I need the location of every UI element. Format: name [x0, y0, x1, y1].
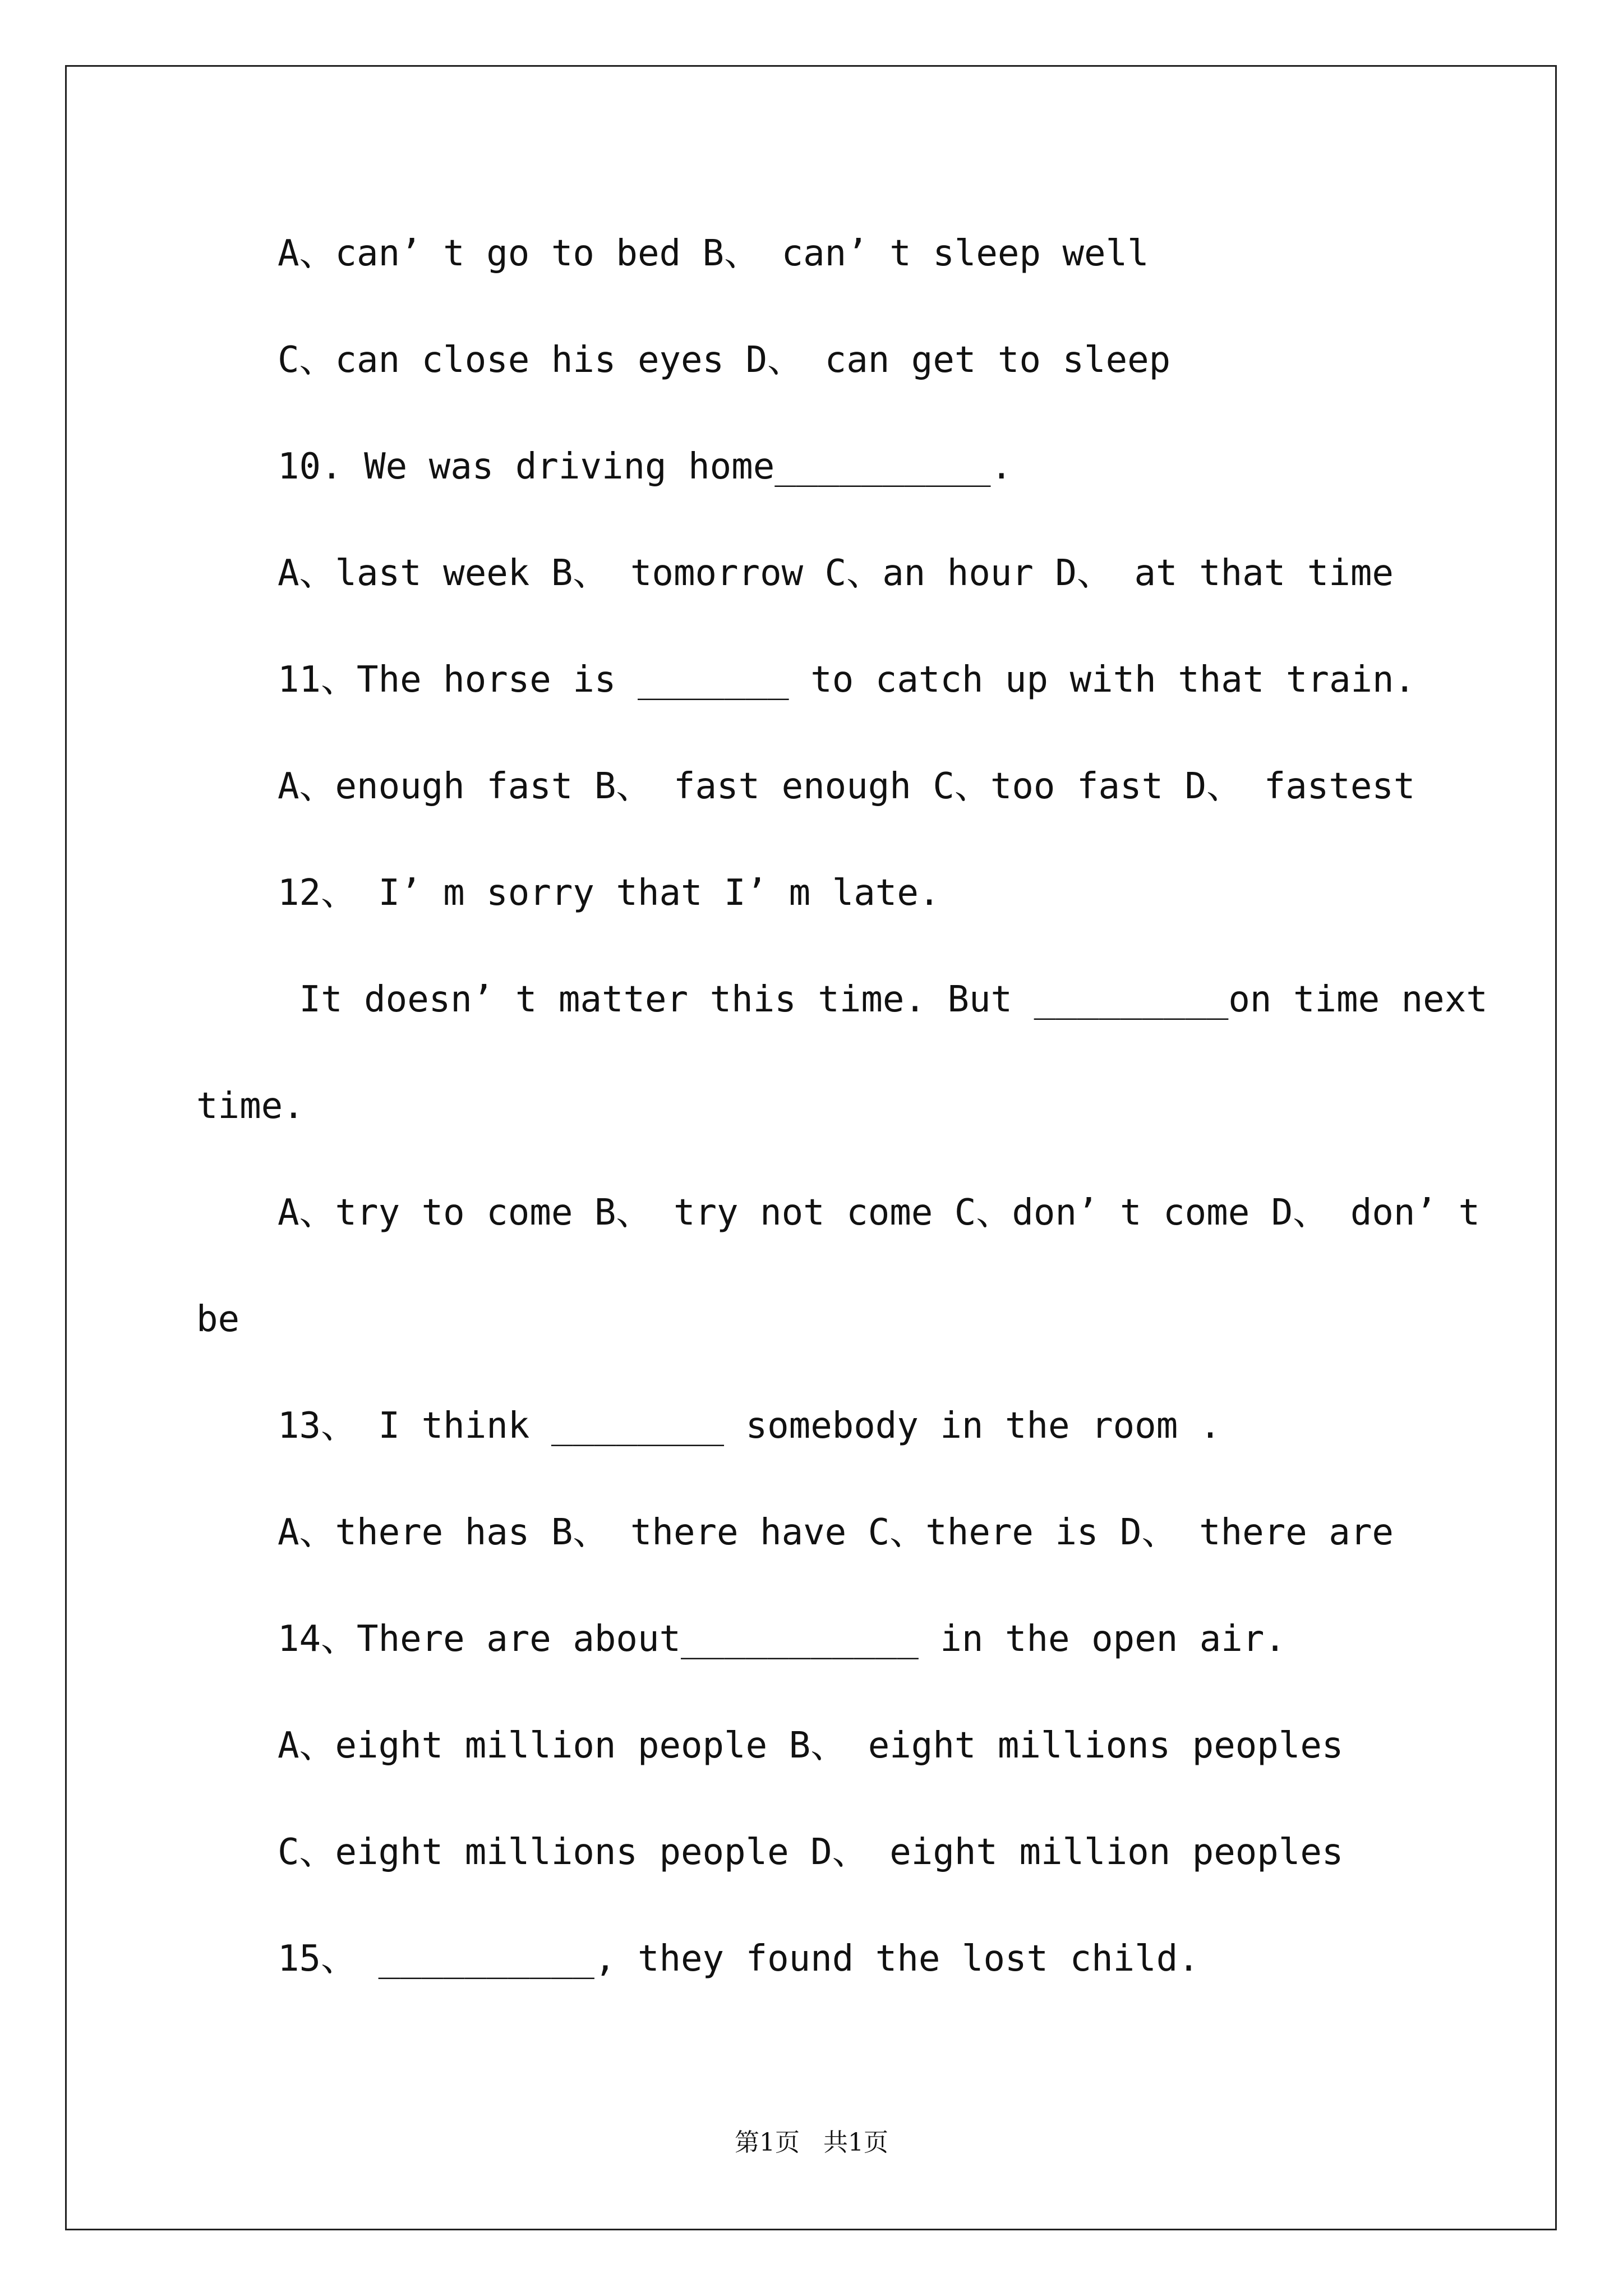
question-12-response-continued: time. [196, 1085, 305, 1127]
question-12-options-continued: be [196, 1299, 240, 1340]
question-15-stem: 15、 __________, they found the lost child. [278, 1938, 1200, 1980]
question-9-options-ab: A、can’ t go to bed B、 can’ t sleep well [278, 233, 1149, 274]
page-border [65, 65, 1557, 2230]
question-11-options: A、enough fast B、 fast enough C、too fast D、 fastest [278, 766, 1415, 807]
question-13-options: A、there has B、 there have C、there is D、 there are [278, 1512, 1394, 1553]
question-12-options: A、try to come B、 try not come C、don’ t come D、 don’ t [278, 1192, 1481, 1234]
question-12-response: It doesn’ t matter this time. But _________on time next [278, 979, 1488, 1020]
question-14-stem: 14、There are about___________ in the open air. [278, 1618, 1286, 1660]
page-number-footer: 第1页 共1页 [735, 2128, 888, 2157]
question-14-options-cd: C、eight millions people D、 eight million peoples [278, 1832, 1344, 1873]
question-10-stem: 10. We was driving home__________. [278, 446, 1013, 487]
question-9-options-cd: C、can close his eyes D、 can get to sleep [278, 339, 1171, 381]
question-13-stem: 13、 I think ________ somebody in the room . [278, 1405, 1221, 1447]
question-14-options-ab: A、eight million people B、 eight millions peoples [278, 1725, 1344, 1766]
question-12-stem: 12、 I’ m sorry that I’ m late. [278, 872, 940, 914]
question-11-stem: 11、The horse is _______ to catch up with that train. [278, 659, 1416, 701]
question-10-options: A、last week B、 tomorrow C、an hour D、 at that time [278, 553, 1394, 594]
